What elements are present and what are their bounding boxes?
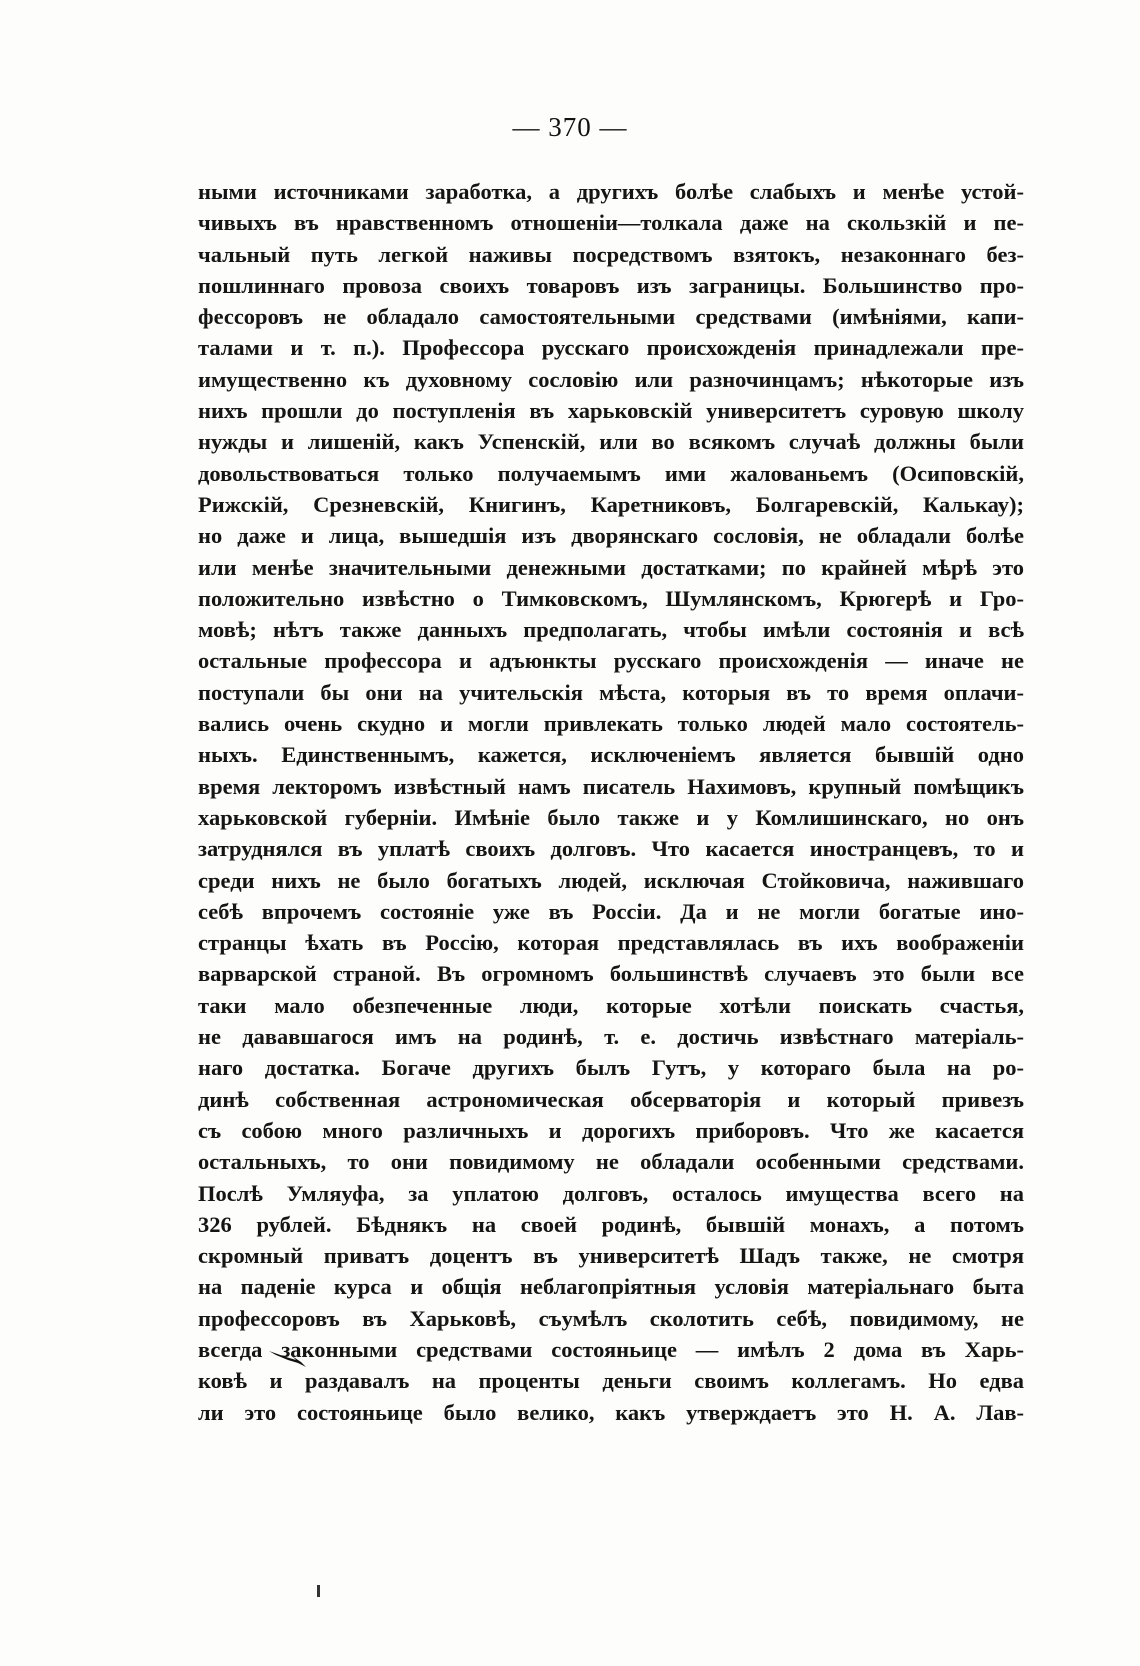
- ink-speck: [317, 1585, 320, 1597]
- page-number: — 370 —: [512, 112, 628, 142]
- text-line: странцы ѣхать въ Россію, которая представлялась въ ихъ воображеніи: [198, 930, 1024, 956]
- text-line: ными источниками заработка, а другихъ болѣе слабыхъ и менѣе устой-: [198, 179, 1024, 204]
- text-line: наго достатка. Богаче другихъ былъ Гутъ, у котораго была на ро-: [198, 1055, 1024, 1081]
- text-line: профессоровъ въ Харьковѣ, съумѣлъ сколотить себѣ, повидимому, не: [198, 1305, 1024, 1331]
- text-line: варварской страной. Въ огромномъ большинствѣ случаевъ это были все: [198, 961, 1024, 987]
- text-line: ковѣ и раздавалъ на проценты деньги своимъ коллегамъ. Но едва: [198, 1368, 1024, 1394]
- text-line: но даже и лица, вышедшія изъ дворянскаго сословія, не обладали болѣе: [198, 523, 1024, 549]
- text-line: себѣ впрочемъ состояніе уже въ Россіи. Да и не могли богатые ино-: [198, 898, 1024, 924]
- text-line: мовѣ; нѣтъ также данныхъ предполагать, чтобы имѣли состоянія и всѣ: [198, 617, 1024, 643]
- text-line: фессоровъ не обладало самостоятельными средствами (имѣніями, капи-: [198, 304, 1024, 330]
- text-line: не дававшагося имъ на родинѣ, т. е. достичь извѣстнаго матеріаль-: [198, 1024, 1024, 1050]
- ink-mark: [268, 1348, 308, 1368]
- text-line: динѣ собственная астрономическая обсерваторія и который привезъ: [198, 1086, 1024, 1112]
- text-line: или менѣе значительными денежными достатками; по крайней мѣрѣ это: [198, 554, 1024, 580]
- text-line: нужды и лишеній, какъ Успенскій, или во всякомъ случаѣ должны были: [198, 429, 1024, 455]
- text-line: на паденіе курса и общія неблагопріятныя условія матеріальнаго быта: [198, 1274, 1024, 1300]
- text-line: среди нихъ не было богатыхъ людей, исключая Стойковича, нажившаго: [198, 867, 1024, 893]
- body-text: [198, 176, 1024, 1428]
- text-line: чальный путь легкой наживы посредствомъ взятокъ, незаконнаго без-: [198, 241, 1024, 267]
- text-line: ли это состояньице было велико, какъ утверждаетъ это Н. А. Лав-: [198, 1399, 1024, 1425]
- text-line: Послѣ Умляуфа, за уплатою долговъ, осталось имущества всего на: [198, 1180, 1024, 1206]
- text-line: довольствоваться только получаемымъ ими жалованьемъ (Осиповскій,: [198, 460, 1024, 486]
- text-line: положительно извѣстно о Тимковскомъ, Шумлянскомъ, Крюгерѣ и Гро-: [198, 585, 1024, 611]
- text-line: ныхъ. Единственнымъ, кажется, исключеніемъ является бывшій одно: [198, 742, 1024, 768]
- text-line: нихъ прошли до поступленія въ харьковскій университетъ суровую школу: [198, 398, 1024, 424]
- text-line: пошлиннаго провоза своихъ товаровъ изъ заграницы. Большинство про-: [198, 272, 1024, 298]
- text-line: остальные профессора и адъюнкты русскаго происхожденія — иначе не: [198, 648, 1024, 674]
- text-line: время лекторомъ извѣстный намъ писатель Нахимовъ, крупный помѣщикъ: [198, 773, 1024, 799]
- text-line: имущественно къ духовному сословію или разночинцамъ; нѣкоторые изъ: [198, 366, 1024, 392]
- text-line: Рижскій, Срезневскій, Книгинъ, Каретниковъ, Болгаревскій, Калькау);: [198, 491, 1024, 517]
- text-line: чивыхъ въ нравственномъ отношеніи—толкала даже на скользкій и пе-: [198, 210, 1024, 236]
- text-line: поступали бы они на учительскія мѣста, которыя въ то время оплачи-: [198, 679, 1024, 705]
- text-line: вались очень скудно и могли привлекать только людей мало состоятель-: [198, 711, 1024, 737]
- text-line: съ собою много различныхъ и дорогихъ приборовъ. Что же касается: [198, 1117, 1024, 1143]
- text-line: скромный приватъ доцентъ въ университетѣ Шадъ также, не смотря: [198, 1243, 1024, 1269]
- text-line: харьковской губерніи. Имѣніе было также и у Комлишинскаго, но онъ: [198, 804, 1024, 830]
- text-line: остальныхъ, то они повидимому не обладали особенными средствами.: [198, 1149, 1024, 1175]
- text-line: таки мало обезпеченные люди, которые хотѣли поискать счастья,: [198, 992, 1024, 1018]
- text-line: затруднялся въ уплатѣ своихъ долговъ. Что касается иностранцевъ, то и: [198, 836, 1024, 862]
- text-line: 326 рублей. Бѣднякъ на своей родинѣ, бывшій монахъ, а потомъ: [198, 1211, 1024, 1237]
- text-line: талами и т. п.). Профессора русскаго происхожденія принадлежали пре-: [198, 335, 1024, 361]
- text-line: всегда законными средствами состояньице — имѣлъ 2 дома въ Харь-: [198, 1336, 1024, 1362]
